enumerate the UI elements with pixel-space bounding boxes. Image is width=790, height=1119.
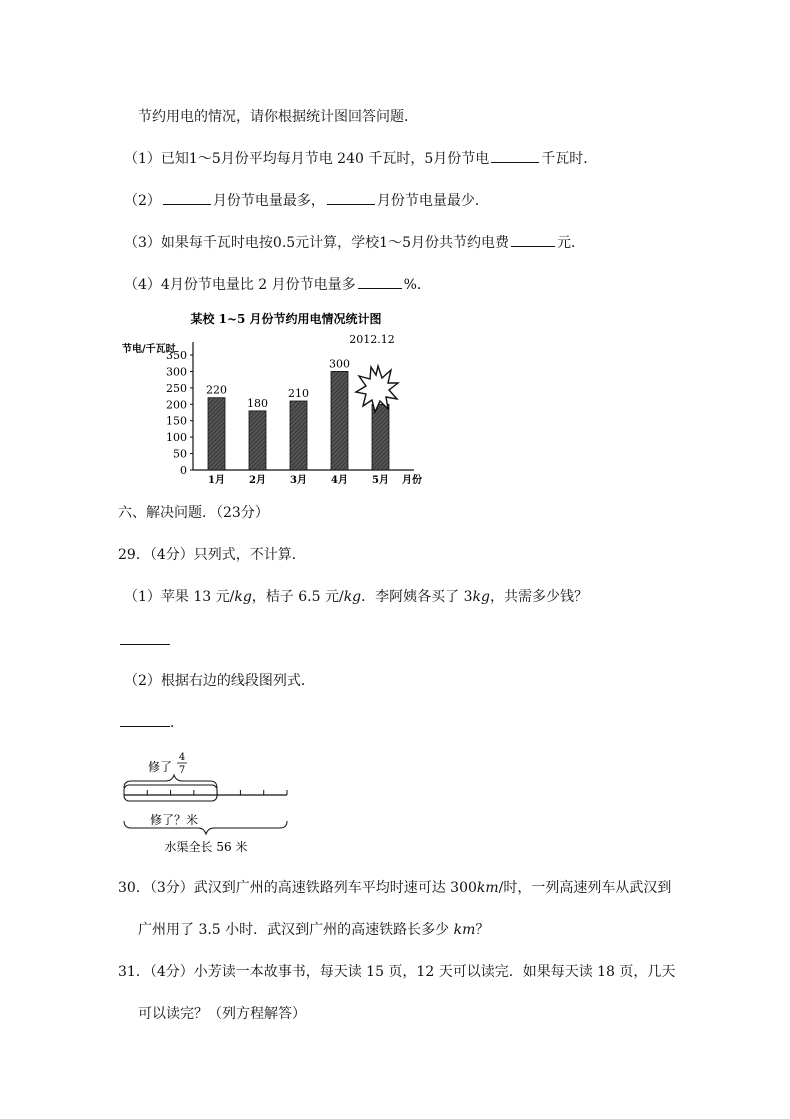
x-tick-label: 4月: [331, 475, 348, 486]
fraction-numerator: 4: [178, 752, 186, 763]
q28-p1-text: （1）已知1～5月份平均每月节电 240 千瓦时，5月份节电: [124, 151, 490, 167]
bar-chart: [118, 308, 438, 488]
y-tick-label: 150: [166, 414, 187, 428]
y-tick-label: 50: [173, 447, 187, 461]
x-tick-label: 1月: [208, 475, 225, 486]
q28-p4-unit: %．: [403, 277, 431, 293]
q28-p2-text-most: 月份节电量最多，: [212, 193, 325, 209]
unit-km: km: [453, 922, 476, 938]
y-axis-label: 节电/千瓦时: [122, 344, 176, 355]
bar: [372, 404, 389, 470]
q28-p2-label: （2）: [124, 193, 161, 209]
y-tick-label: 100: [166, 431, 187, 445]
question-29-heading: 29．（4分）只列式，不计算．: [118, 547, 306, 563]
question-28-part-2: [124, 192, 489, 210]
answer-blank[interactable]: [327, 192, 375, 205]
q30-text-b: /时，一列高速列车从武汉到: [498, 880, 672, 896]
chart-date: 2012.12: [349, 333, 395, 346]
bar: [331, 371, 348, 470]
diagram-bottom-label: 水渠全长 56 米: [164, 840, 248, 854]
bar: [290, 401, 307, 470]
segment-diagram: [116, 748, 316, 858]
y-tick-label: 250: [166, 381, 187, 395]
bar-value-label: 210: [288, 387, 309, 400]
fraction-denominator: 7: [178, 765, 186, 776]
bar: [249, 411, 266, 470]
unit-km: km: [476, 880, 499, 896]
top-brace: [124, 775, 217, 788]
question-30-line-1: [118, 879, 671, 897]
q30-text-d: ？: [475, 922, 490, 938]
q29-p1-text-b: ，桔子 6.5 元/: [251, 589, 344, 605]
q28-p4-text: （4）4月份节电量比 2 月份节电量多: [124, 277, 356, 293]
q28-p3-text: （3）如果每千瓦时电按0.5元计算，学校1～5月份共节约电费: [124, 235, 509, 251]
answer-blank[interactable]: [491, 150, 539, 163]
x-tick-label: 5月: [372, 475, 389, 486]
answer-blank[interactable]: [120, 644, 170, 645]
unit-kg: kg: [234, 589, 252, 605]
q29-p1-text-a: （1）苹果 13 元/: [124, 589, 235, 605]
question-31-line-2: 可以读完？（列方程解答）: [138, 1006, 306, 1022]
answer-blank[interactable]: [511, 234, 555, 247]
x-axis-label: 月份: [402, 475, 422, 486]
question-28-part-4: [124, 276, 431, 294]
x-tick-label: 2月: [249, 475, 266, 486]
y-tick-label: 200: [166, 398, 187, 412]
bar-value-label: 300: [329, 357, 350, 371]
section-6-heading: 六、解决问题．（23分）: [118, 505, 269, 521]
y-tick-label: 300: [166, 365, 187, 379]
chart-title: 某校 1~5 月份节约用电情况统计图: [190, 312, 382, 326]
question-31-line-1: 31．（4分）小芳读一本故事书，每天读 15 页，12 天可以读完．如果每天读 18 页，几天: [118, 964, 676, 980]
unit-kg: kg: [343, 589, 362, 605]
question-28-part-3: [124, 234, 585, 252]
period: ．: [170, 715, 184, 731]
diagram-mid-label: 修了？米: [150, 813, 199, 827]
burst-icon: [356, 366, 398, 412]
q28-p2-text-least: 月份节电量最少．: [376, 193, 489, 209]
y-tick-label: 350: [166, 349, 187, 362]
bar-value-label: 220: [206, 383, 227, 397]
answer-blank[interactable]: [163, 192, 211, 205]
bar: [208, 398, 225, 470]
q29-p1-text-d: ，共需多少钱？: [489, 589, 588, 605]
unit-kg: kg: [472, 589, 490, 605]
q30-text-c: 广州用了 3.5 小时．武汉到广州的高速铁路长多少: [138, 922, 454, 938]
x-tick-label: 3月: [290, 475, 307, 486]
q28-p1-unit: 千瓦时．: [541, 151, 598, 167]
q29-p1-text-c: ．李阿姨各买了 3: [361, 589, 473, 605]
diagram-top-label: 修了: [148, 760, 173, 774]
intro-text: 节约用电的情况，请你根据统计图回答问题．: [138, 109, 418, 125]
answer-blank[interactable]: [358, 276, 402, 289]
q30-text-a: 30．（3分）武汉到广州的高速铁路列车平均时速可达 300: [118, 880, 477, 896]
bar-value-label: 180: [247, 396, 268, 410]
question-29-part-1: [124, 588, 588, 606]
q28-p3-unit: 元．: [557, 235, 585, 251]
bottom-brace: [124, 821, 287, 834]
question-30-line-2: [138, 921, 489, 939]
answer-line: [120, 714, 184, 732]
answer-blank[interactable]: [120, 714, 170, 727]
question-29-part-2: （2）根据右边的线段图列式．: [124, 673, 315, 689]
question-28-part-1: [124, 150, 597, 168]
y-tick-label: 0: [180, 464, 187, 477]
